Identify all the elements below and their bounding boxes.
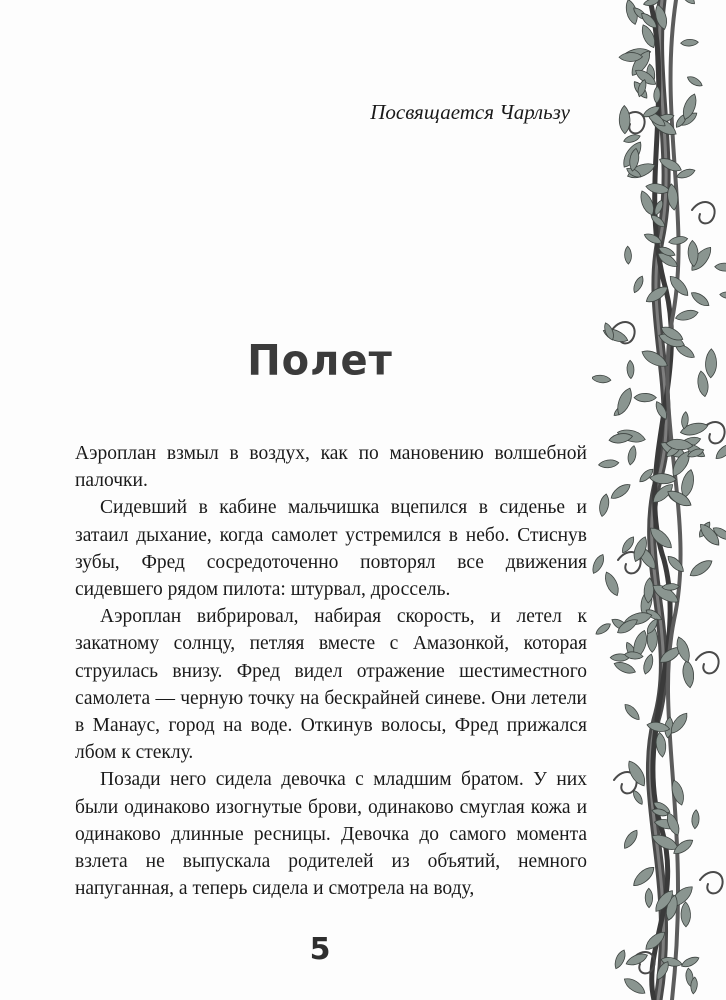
vine-leaf <box>691 810 699 829</box>
dedication: Посвящается Чарльзу <box>370 100 570 124</box>
vine-stroke <box>692 202 715 223</box>
vine-leaf <box>613 659 637 675</box>
vine-leaf <box>622 702 642 722</box>
vine-leaf <box>627 445 638 466</box>
vine-stroke <box>696 652 719 673</box>
vine-leaf <box>631 275 645 294</box>
vine-leaf <box>634 393 656 401</box>
page-number: 5 <box>309 932 331 967</box>
vine-leaf <box>687 557 714 580</box>
vine-leaf <box>689 290 711 309</box>
vine-leaf <box>681 902 691 927</box>
chapter-body <box>75 440 587 902</box>
vine-stroke <box>700 872 723 893</box>
vine-leaf <box>715 263 726 272</box>
vine-leaf <box>681 660 695 689</box>
vine-leaf <box>631 789 644 806</box>
vine-leaf <box>622 975 648 997</box>
vine-leaf <box>680 955 700 970</box>
vine-leaf <box>602 570 622 598</box>
vine-leaf <box>678 0 697 6</box>
vine-leaf <box>594 621 612 636</box>
paragraph-3: Аэроплан вибрировал, набирая скорость, и летел к закатному солнцу, петляя вместе с Амазонкой, которая струилась внизу. Фред видел отражение шестиместного самолета — черную точку на бескрайней синеве. Они летели в Манаус, город на воде. Откинув волосы, Фред прижался лбом к стеклу. <box>75 606 587 764</box>
paragraph-1: Аэроплан взмыл в воздух, как по мановению волшебной палочки. <box>75 443 587 492</box>
vine-leaf <box>720 291 726 299</box>
vine-leaf <box>705 349 717 378</box>
vine-leaf <box>624 246 632 264</box>
vine-leaf <box>645 888 653 908</box>
vine-leaf <box>619 105 630 133</box>
jungle-vine-border <box>592 0 726 1000</box>
vine-leaf <box>592 374 611 384</box>
vine-leaf <box>642 653 656 675</box>
vine-leaf <box>592 553 606 575</box>
vine-leaf <box>686 74 704 88</box>
vine-leaf <box>621 828 640 851</box>
chapter-title: Полет <box>247 336 393 386</box>
vine-leaf <box>625 951 650 968</box>
vine-leaf <box>598 459 619 469</box>
vine-leaf <box>630 864 657 890</box>
vine-leaf <box>637 467 655 484</box>
vine-leaf <box>598 493 611 517</box>
vine-leaf <box>609 481 633 502</box>
vine-leaf <box>674 308 699 322</box>
vine-leaf <box>681 39 699 47</box>
vine-leaf <box>668 235 688 246</box>
vine-leaf <box>612 948 627 970</box>
paragraph-4: Позади него сидела девочка с младшим братом. У них были одинаково изогнутые брови, одинаково смуглая кожа и одинаково длинные ресницы. Девочка до самого момента взлета не выпускала родителей из объятий, немного напуганная, а теперь сидела и смотрела на воду, <box>75 769 587 900</box>
paragraph-2: Сидевший в кабине мальчишка вцепился в сиденье и затаил дыхание, когда самолет устремился в небо. Стиснув зубы, Фред сосредоточенно повторял все движения сидевшего рядом пилота: штурвал, дроссель. <box>75 497 587 601</box>
vine-leaf <box>627 360 635 379</box>
